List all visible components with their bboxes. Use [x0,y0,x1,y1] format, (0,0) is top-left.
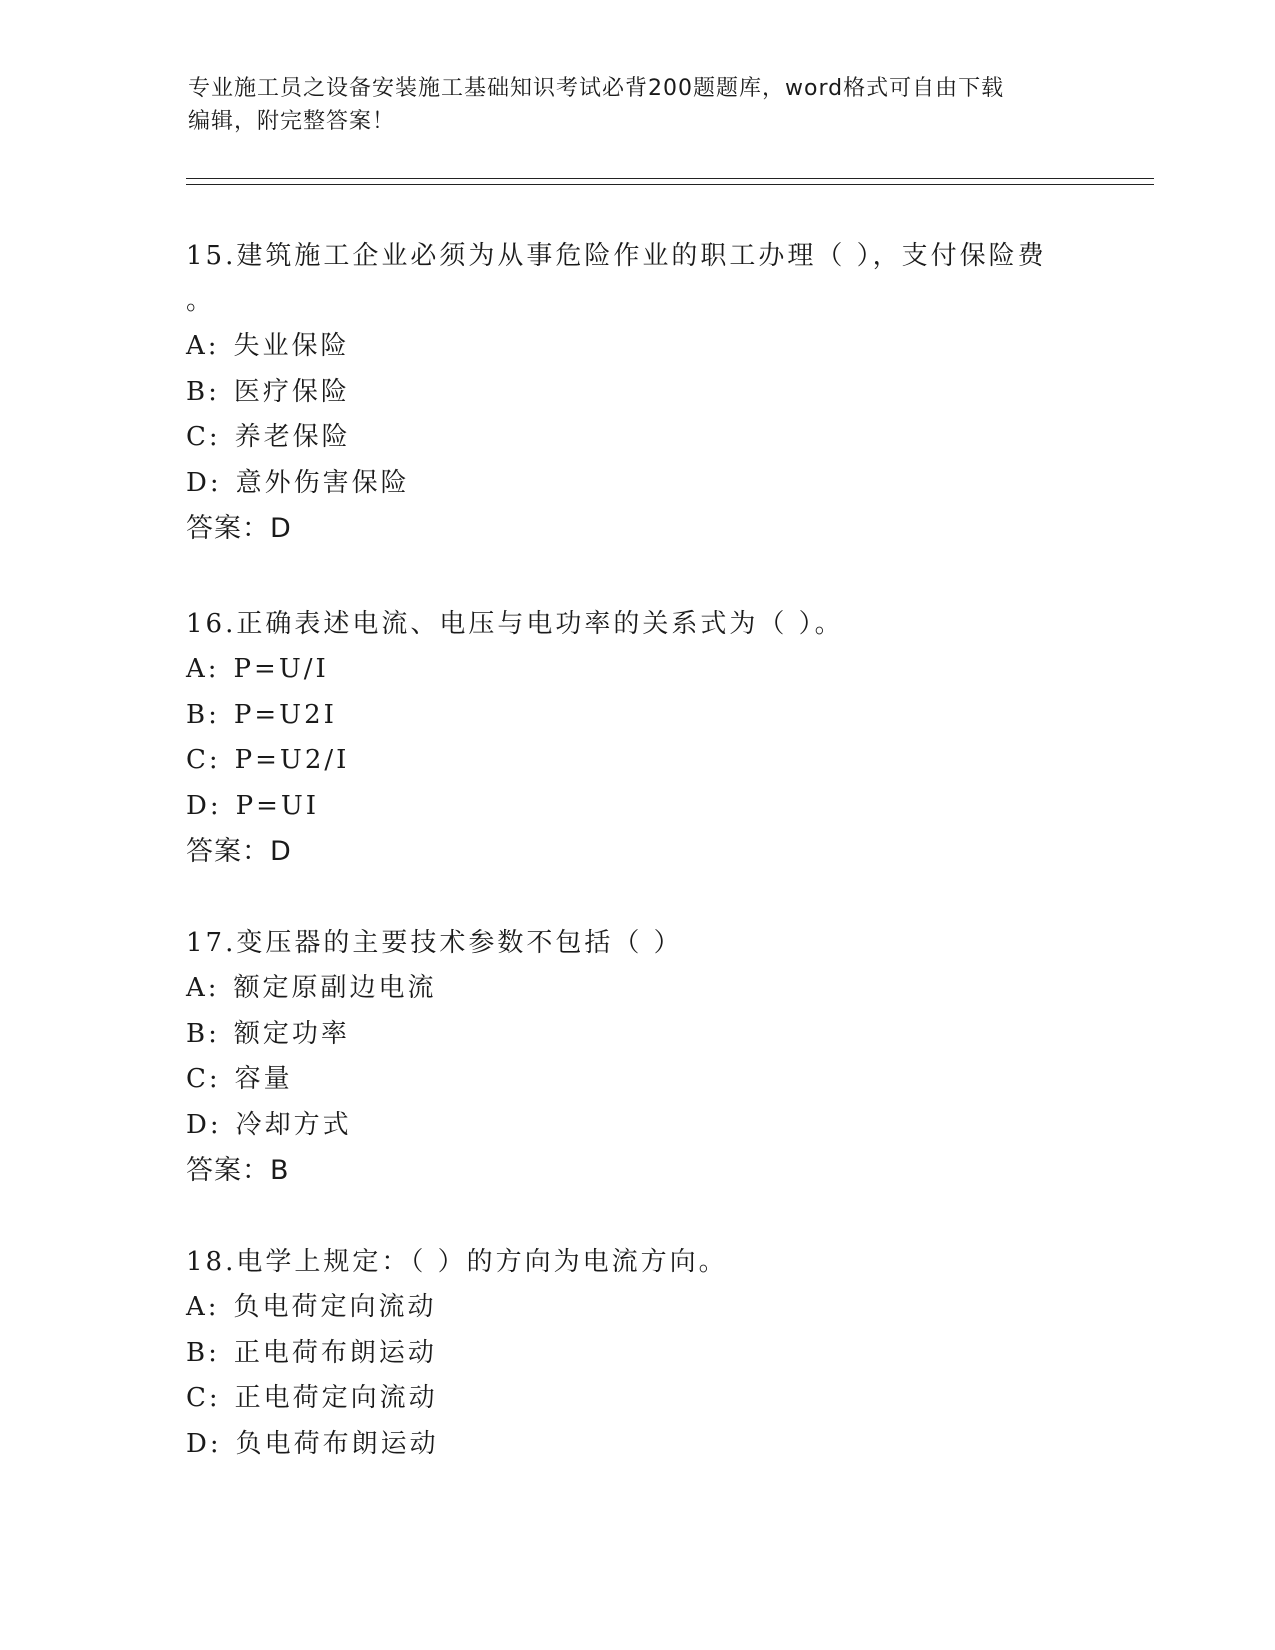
option-b [186,1012,1086,1058]
answer-line: 答案：D [186,513,292,544]
option-c [186,1057,1086,1103]
option-c [186,1376,1086,1422]
option-letter: D: [186,1109,222,1140]
option-d [186,1103,1086,1149]
option-d [186,1422,1086,1468]
option-text: 负电荷布朗运动 [235,1428,439,1459]
option-letter: C: [186,745,221,775]
option-letter: A: [186,1292,220,1322]
option-letter: A: [186,654,220,684]
option-text: 养老保险 [234,422,351,452]
question-text: 16.正确表述电流、电压与电功率的关系式为（ ）。 [186,609,844,639]
option-letter: D: [186,790,222,821]
option-a [186,1285,1086,1331]
option-text: 负电荷定向流动 [233,1292,437,1322]
question-18 [186,1240,1086,1467]
question-text: 15.建筑施工企业必须为从事危险作业的职工办理（ ），支付保险费 [186,241,1047,271]
answer-line: 答案：B [186,1155,290,1186]
option-text: 额定原副边电流 [233,973,437,1003]
option-b [186,370,1086,416]
question-text: 17.变压器的主要技术参数不包括（ ） [186,928,683,958]
header-line-1: 专业施工员之设备安装施工基础知识考试必背200题题库，word格式可自由下载 [188,76,1005,101]
option-text: 意外伤害保险 [235,467,410,498]
option-text: 额定功率 [233,1018,350,1049]
option-text: 冷却方式 [235,1109,352,1140]
option-letter: B: [186,1337,220,1368]
answer-line: 答案：D [186,836,292,867]
option-text: P=U2I [233,699,337,730]
option-text: 容量 [234,1064,293,1094]
option-letter: C: [186,1383,221,1413]
option-letter: B: [186,699,220,730]
option-letter: D: [186,1428,222,1459]
question-16 [186,602,1086,874]
option-letter: C: [186,1064,221,1094]
option-text: P=UI [235,790,320,821]
option-letter: B: [186,1018,220,1049]
option-text: 医疗保险 [233,376,350,407]
option-text: 正电荷定向流动 [234,1383,438,1413]
option-text: 正电荷布朗运动 [233,1337,437,1368]
option-d [186,461,1086,507]
question-15 [186,234,1086,551]
option-letter: A: [186,973,220,1003]
option-c [186,415,1086,461]
document-header [188,72,1068,138]
option-b [186,693,1086,739]
option-a [186,966,1086,1012]
question-text-continuation: 。 [186,286,213,316]
header-divider-top [186,178,1154,179]
question-17 [186,921,1086,1193]
option-a [186,647,1086,693]
option-text: P=U2/I [234,745,350,775]
option-letter: C: [186,422,221,452]
option-text: 失业保险 [233,331,350,361]
question-text: 18.电学上规定：（ ）的方向为电流方向。 [186,1247,728,1277]
header-line-2: 编辑，附完整答案！ [188,109,396,134]
option-a [186,324,1086,370]
option-text: P=U/I [233,654,329,684]
option-letter: B: [186,376,220,407]
option-b [186,1331,1086,1377]
option-d [186,784,1086,830]
option-letter: D: [186,467,222,498]
option-c [186,738,1086,784]
header-divider-bottom [186,184,1154,185]
option-letter: A: [186,331,220,361]
